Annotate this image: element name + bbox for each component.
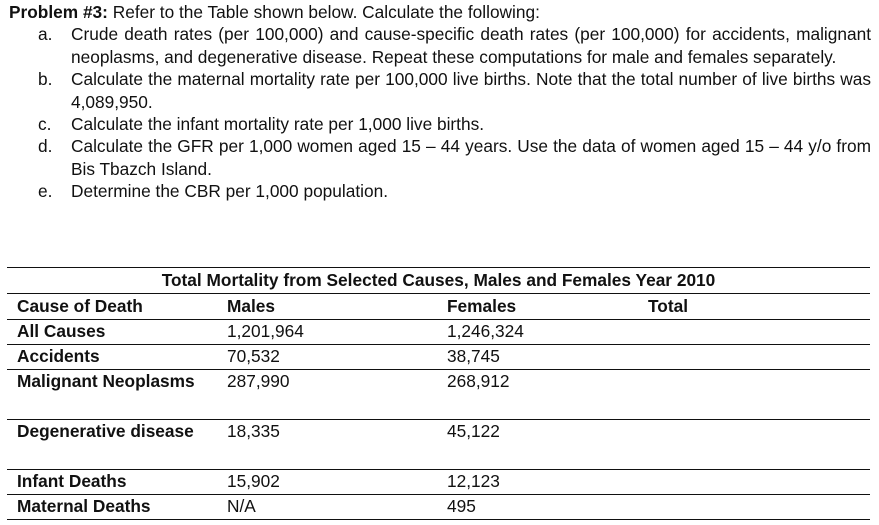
header-cause: Cause of Death	[17, 296, 143, 316]
mortality-table-container	[7, 267, 870, 520]
cell-females: 268,912	[447, 371, 510, 391]
task-list	[9, 23, 871, 202]
problem-intro: Refer to the Table shown below. Calculate the following:	[107, 2, 540, 22]
task-text: Determine the CBR per 1,000 population.	[71, 181, 389, 202]
cell-total	[638, 470, 870, 495]
table-title-row	[7, 268, 870, 294]
task-letter: e.	[38, 181, 53, 202]
task-item-b	[9, 68, 871, 113]
cell-total	[638, 420, 870, 470]
task-text: Calculate the maternal mortality rate per 100,000 live births. Note that the total number of live births was 4,089,950.	[71, 69, 871, 112]
problem-heading	[9, 1, 871, 23]
table-header-row	[7, 294, 870, 320]
cell-total	[638, 320, 870, 345]
problem-statement	[9, 1, 871, 203]
cell-cause: Degenerative disease	[17, 421, 194, 441]
cell-total	[638, 370, 870, 420]
task-letter: d.	[38, 136, 53, 157]
task-letter: c.	[38, 114, 52, 135]
cell-cause: All Causes	[17, 321, 106, 341]
cell-females: 38,745	[447, 346, 500, 366]
cell-cause: Maternal Deaths	[17, 496, 151, 516]
header-females: Females	[447, 296, 517, 316]
cell-females: 1,246,324	[447, 321, 524, 341]
task-text: Calculate the GFR per 1,000 women aged 15 – 44 years. Use the data of women aged 15 – 44 y/o from Bis Tbazch Island.	[71, 136, 871, 179]
problem-label: Problem #3:	[9, 2, 108, 22]
cell-cause: Malignant Neoplasms	[17, 371, 195, 391]
task-item-a	[9, 23, 871, 68]
table-row	[7, 370, 870, 420]
cell-cause: Infant Deaths	[17, 471, 127, 491]
task-text: Crude death rates (per 100,000) and cause-specific death rates (per 100,000) for accidents, malignant neoplasms, and degenerative disease. Repeat these computations for male and females separately.	[71, 24, 871, 67]
cell-males: 1,201,964	[227, 321, 304, 341]
header-total: Total	[648, 296, 688, 316]
cell-cause: Accidents	[17, 346, 100, 366]
cell-total	[638, 495, 870, 520]
cell-females: 12,123	[447, 471, 500, 491]
cell-females: 495	[447, 496, 476, 516]
table-row	[7, 420, 870, 470]
cell-males: 70,532	[227, 346, 280, 366]
mortality-table	[7, 267, 870, 520]
task-item-e	[9, 180, 871, 202]
header-males: Males	[227, 296, 276, 316]
table-row	[7, 495, 870, 520]
cell-females: 45,122	[447, 421, 500, 441]
table-row	[7, 470, 870, 495]
cell-total	[638, 345, 870, 370]
task-letter: b.	[38, 69, 53, 90]
cell-males: 15,902	[227, 471, 280, 491]
table-row	[7, 320, 870, 345]
table-title: Total Mortality from Selected Causes, Males and Females Year 2010	[161, 270, 716, 290]
task-letter: a.	[38, 24, 53, 45]
cell-males: 18,335	[227, 421, 280, 441]
table-row	[7, 345, 870, 370]
cell-males: 287,990	[227, 371, 290, 391]
task-item-d	[9, 135, 871, 180]
task-item-c	[9, 113, 871, 135]
cell-males: N/A	[227, 496, 256, 516]
task-text: Calculate the infant mortality rate per 1,000 live births.	[71, 114, 485, 135]
